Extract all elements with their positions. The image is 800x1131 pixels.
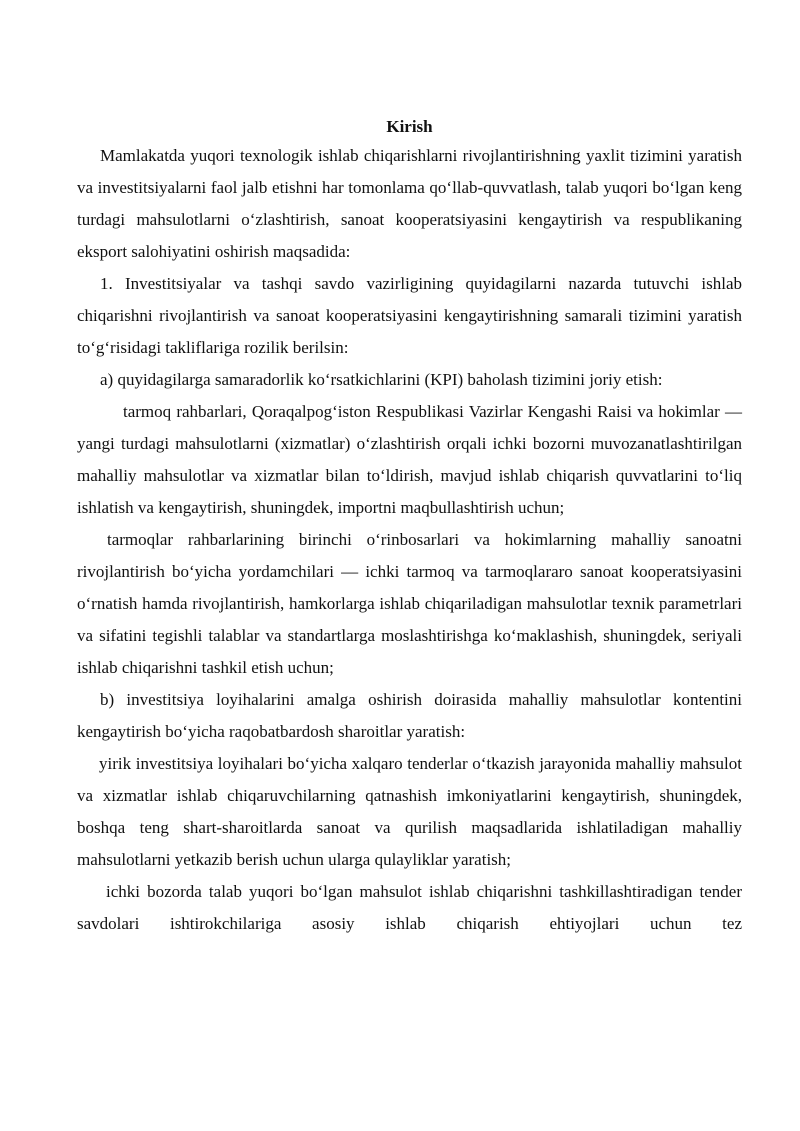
paragraph-item-1: 1. Investitsiyalar va tashqi savdo vazirligining quyidagilarni nazarda tutuvchi ishlab chiqarishni rivojlantirish va sanoat kooperatsiyasini kengaytirishning samarali tizimini yaratish to‘g‘risidagi takliflariga rozilik berilsin: <box>77 274 742 357</box>
paragraph-domestic-market: ichki bozorda talab yuqori bo‘lgan mahsulot ishlab chiqarishni tashkillashtiradigan tender savdolari ishtirokchilariga asosiy ishlab chiqarish ehtiyojlari uchun tez <box>77 882 742 933</box>
paragraph-kpi-managers: tarmoq rahbarlari, Qoraqalpog‘iston Respublikasi Vazirlar Kengashi Raisi va hokimlar — yangi turdagi mahsulotlarni (xizmatlar) o‘zlashtirish orqali ichki bozorni muvozanatlashtirilgan mahalliy mahsulotlar va xizmatlar bilan to‘ldirish, mavjud ishlab chiqarish quvvatlarini to‘liq ishlatish va kengaytirish, shuningdek, importni maqbullashtirish uchun; <box>77 402 742 517</box>
paragraph-intro: Mamlakatda yuqori texnologik ishlab chiqarishlarni rivojlantirishning yaxlit tizimini yaratish va investitsiyalarni faol jalb etishni har tomonlama qo‘llab-quvvatlash, talab yuqori bo‘lgan keng turdagi mahsulotlarni o‘zlashtirish, sanoat kooperatsiyasini kengaytirish va respublikaning eksport salohiyatini oshirish maqsadida: <box>77 146 742 261</box>
paragraph-item-a: a) quyidagilarga samaradorlik ko‘rsatkichlarini (KPI) baholash tizimini joriy etish: <box>100 370 663 389</box>
paragraph-kpi-deputies: tarmoqlar rahbarlarining birinchi o‘rinbosarlari va hokimlarning mahalliy sanoatni rivojlantirish bo‘yicha yordamchilari — ichki tarmoq va tarmoqlararo sanoat kooperatsiyasini o‘rnatish hamda rivojlantirish, hamkorlarga ishlab chiqariladigan mahsulotlar texnik parametrlari va sifatini tegishli talablar va standartlarga moslashtirishga ko‘maklashish, shuningdek, seriyali ishlab chiqarishni tashkil etish uchun; <box>77 530 742 677</box>
paragraph-tenders: yirik investitsiya loyihalari bo‘yicha xalqaro tenderlar o‘tkazish jarayonida mahalliy mahsulot va xizmatlar ishlab chiqaruvchilarning qatnashish imkoniyatlarini kengaytirish, shuningdek, boshqa teng shart-sharoitlarda sanoat va qurilish maqsadlarida ishlatiladigan mahalliy mahsulotlarni yetkazib berish uchun ularga qulayliklar yaratish; <box>77 754 742 869</box>
document-title: Kirish <box>386 117 433 136</box>
paragraph-item-b: b) investitsiya loyihalarini amalga oshirish doirasida mahalliy mahsulotlar kontentini kengaytirish bo‘yicha raqobatbardosh sharoitlar yaratish: <box>77 690 742 741</box>
document-page <box>77 116 742 940</box>
